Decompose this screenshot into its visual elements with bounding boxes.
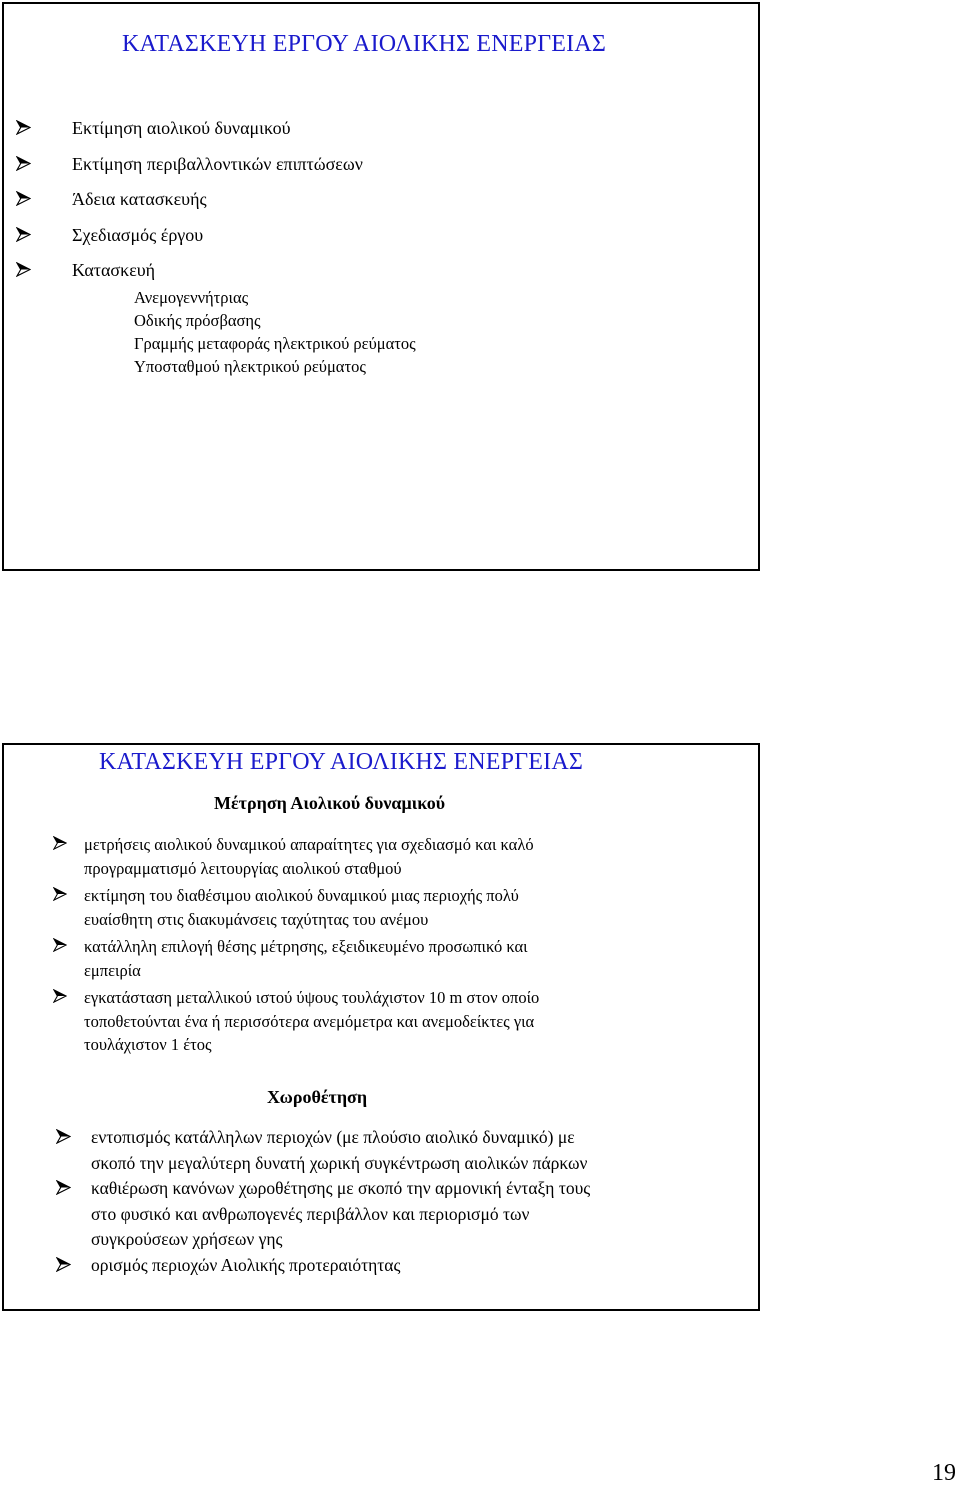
arrow-bullet-icon [16, 120, 31, 135]
bullet-text-line: μετρήσεις αιολικού δυναμικού απαραίτητες για σχεδιασμό και καλό [84, 835, 534, 854]
arrow-bullet-icon [16, 191, 31, 206]
bullet-item [72, 223, 363, 247]
arrow-bullet-icon [53, 938, 67, 952]
bullet-text-line: προγραμματισμό λειτουργίας αιολικού σταθμού [84, 858, 402, 878]
slide-1-subitem-list [134, 286, 416, 378]
bullet-text-line: εμπειρία [84, 960, 141, 980]
bullet-item [53, 986, 539, 1057]
sub-item: Γραμμής μεταφοράς ηλεκτρικού ρεύματος [134, 334, 416, 353]
bullet-item [72, 116, 363, 140]
slide-2-title: ΚΑΤΑΣΚΕΥΗ ΕΡΓΟΥ ΑΙΟΛΙΚΗΣ ΕΝΕΡΓΕΙΑΣ [99, 749, 584, 775]
bullet-item [56, 1253, 590, 1279]
bullet-item [53, 833, 539, 880]
bullet-text-line: Άδεια κατασκευής [72, 189, 207, 209]
bullet-text-line: ευαίσθητη στις διακυμάνσεις ταχύτητας του ανέμου [84, 909, 429, 929]
section-heading-siting: Χωροθέτηση [267, 1087, 368, 1107]
bullet-item [56, 1176, 590, 1253]
sub-item: Υποσταθμού ηλεκτρικού ρεύματος [134, 357, 366, 376]
bullet-text-line: τοποθετούνται ένα ή περισσότερα ανεμόμετρα και ανεμοδείκτες για [84, 1011, 535, 1031]
bullet-text-line: Κατασκευή [72, 260, 156, 280]
bullet-text-line: Εκτίμηση αιολικού δυναμικού [72, 118, 291, 138]
bullet-text-line: εκτίμηση του διαθέσιμου αιολικού δυναμικού μιας περιοχής πολύ [84, 886, 519, 905]
sub-item: Ανεμογεννήτριας [134, 288, 249, 307]
bullet-text-line: εγκατάσταση μεταλλικού ιστού ύψους τουλάχιστον 10 m στον οποίο [84, 988, 540, 1007]
arrow-bullet-icon [56, 1180, 71, 1195]
arrow-bullet-icon [53, 836, 67, 850]
slide-2 [2, 743, 760, 1311]
arrow-bullet-icon [56, 1257, 71, 1272]
slide-1 [2, 2, 760, 571]
sub-item: Οδικής πρόσβασης [134, 311, 261, 330]
bullet-text-line: Εκτίμηση περιβαλλοντικών επιπτώσεων [72, 153, 363, 174]
slide-1-title: ΚΑΤΑΣΚΕΥΗ ΕΡΓΟΥ ΑΙΟΛΙΚΗΣ ΕΝΕΡΓΕΙΑΣ [122, 31, 607, 57]
bullet-text-line: τουλάχιστον 1 έτος [84, 1035, 212, 1054]
slide-1-bullet-list [72, 116, 363, 294]
bullet-item [56, 1125, 590, 1176]
bullet-item [53, 935, 539, 982]
arrow-bullet-icon [16, 156, 31, 171]
bullet-item [72, 258, 363, 282]
bullet-item [72, 152, 363, 176]
arrow-bullet-icon [16, 262, 31, 277]
arrow-bullet-icon [56, 1129, 71, 1144]
arrow-bullet-icon [53, 989, 67, 1003]
arrow-bullet-icon [16, 227, 31, 242]
bullet-text-line: εντοπισμός κατάλληλων περιοχών (με πλούσιο αιολικό δυναμικό) με [91, 1127, 575, 1147]
bullet-item [72, 187, 363, 211]
bullet-text-line: καθιέρωση κανόνων χωροθέτησης με σκοπό την αρμονική ένταξη τους [91, 1178, 591, 1198]
siting-bullet-list [56, 1125, 590, 1278]
bullet-text-line: ορισμός περιοχών Αιολικής προτεραιότητας [91, 1254, 401, 1275]
bullet-item [53, 884, 539, 931]
bullet-text-line: Σχεδιασμός έργου [72, 224, 204, 245]
wind-measurement-bullet-list [53, 833, 539, 1061]
section-heading-wind-measurement: Μέτρηση Αιολικού δυναμικού [214, 793, 446, 813]
bullet-text-line: συγκρούσεων χρήσεων γης [91, 1229, 283, 1249]
bullet-text-line: κατάλληλη επιλογή θέσης μέτρησης, εξειδικευμένο προσωπικό και [84, 937, 528, 956]
arrow-bullet-icon [53, 887, 67, 901]
bullet-text-line: στο φυσικό και ανθρωπογενές περιβάλλον και περιορισμό των [91, 1203, 530, 1224]
bullet-text-line: σκοπό την μεγαλύτερη δυνατή χωρική συγκέντρωση αιολικών πάρκων [91, 1152, 588, 1173]
page-number: 19 [932, 1460, 956, 1486]
